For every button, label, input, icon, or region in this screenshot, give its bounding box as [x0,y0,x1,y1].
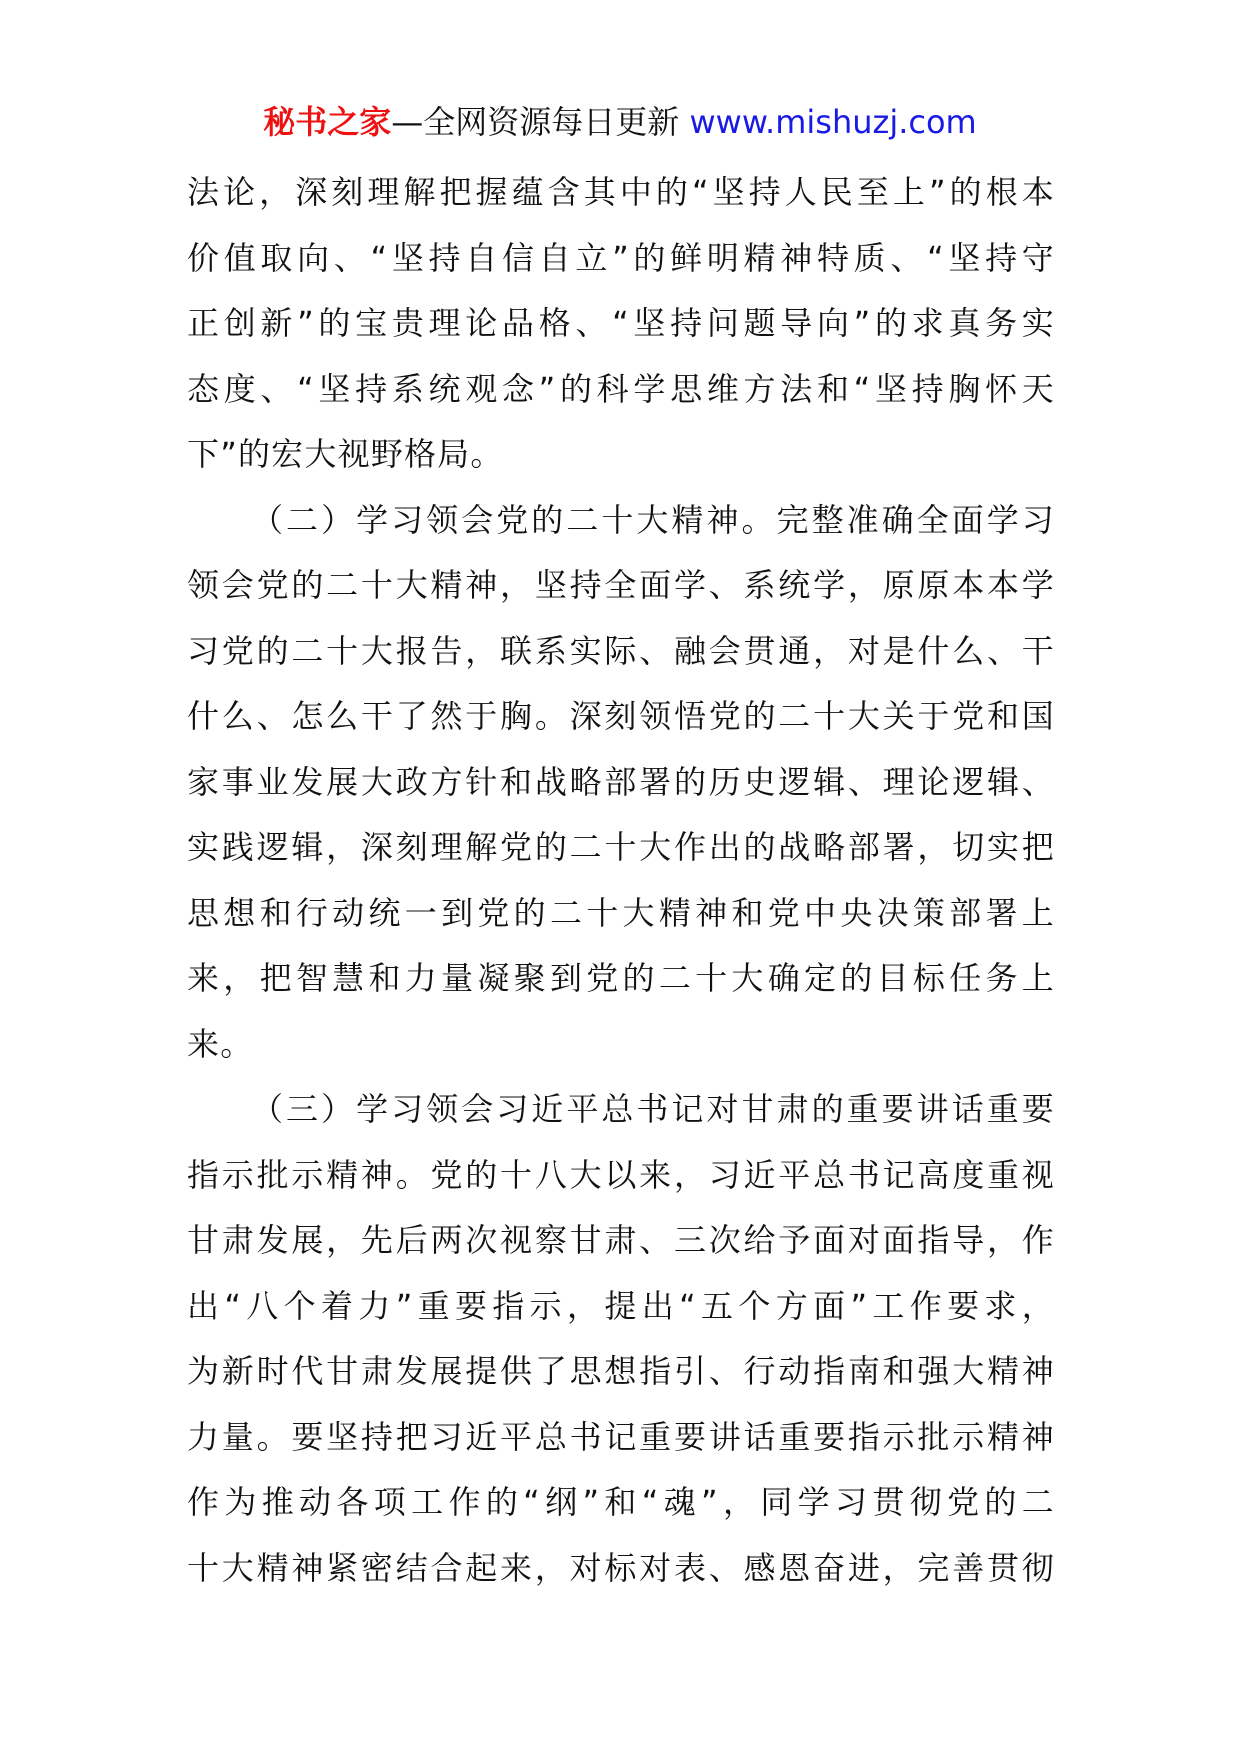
text-line: 实践逻辑，深刻理解党的二十大作出的战略部署，切实把 [187,828,1055,866]
text-line: 十大精神紧密结合起来，对标对表、感恩奋进，完善贯彻 [187,1548,1055,1587]
text-line: 来，把智慧和力量凝聚到党的二十大确定的目标任务上 [187,959,1055,997]
header-brand: 秘书之家 [263,103,392,141]
paragraph-start-line: （二）学习领会党的二十大精神。完整准确全面学习 [251,500,1055,539]
text-line: 出“八个着力”重要指示，提出“五个方面”工作要求， [187,1286,1055,1325]
paragraph-start-line: （三）学习领会习近平总书记对甘肃的重要讲话重要 [251,1090,1055,1128]
header-slogan: —全网资源每日更新 [391,103,680,141]
text-line: 领会党的二十大精神，坚持全面学、系统学，原原本本学 [187,566,1055,604]
text-line: 习党的二十大报告，联系实际、融会贯通，对是什么、干 [187,631,1055,670]
text-line: 法论，深刻理解把握蕴含其中的“坚持人民至上”的根本 [187,173,1055,211]
text-line: 正创新”的宝贵理论品格、“坚持问题导向”的求真务实 [187,304,1055,342]
text-line: 为新时代甘肃发展提供了思想指引、行动指南和强大精神 [187,1352,1055,1390]
text-line: 思想和行动统一到党的二十大精神和党中央决策部署上 [187,893,1055,932]
text-line: 下”的宏大视野格局。 [187,435,504,473]
text-line: 甘肃发展，先后两次视察甘肃、三次给予面对面指导，作 [187,1221,1055,1259]
text-line: 什么、怎么干了然于胸。深刻领悟党的二十大关于党和国 [187,697,1055,735]
text-line: 价值取向、“坚持自信自立”的鲜明精神特质、“坚持守 [187,238,1055,277]
text-line: 力量。要坚持把习近平总书记重要讲话重要指示批示精神 [187,1417,1055,1456]
text-line: 来。 [187,1024,254,1063]
text-line: 家事业发展大政方针和战略部署的历史逻辑、理论逻辑、 [187,762,1055,801]
header-url[interactable]: www.mishuzj.com [689,103,977,141]
text-line: 态度、“坚持系统观念”的科学思维方法和“坚持胸怀天 [187,369,1055,408]
document-body [187,160,1055,1601]
page-header [0,100,1240,144]
text-line: 作为推动各项工作的“纲”和“魂”，同学习贯彻党的二 [187,1483,1055,1521]
text-line: 指示批示精神。党的十八大以来，习近平总书记高度重视 [187,1155,1055,1194]
